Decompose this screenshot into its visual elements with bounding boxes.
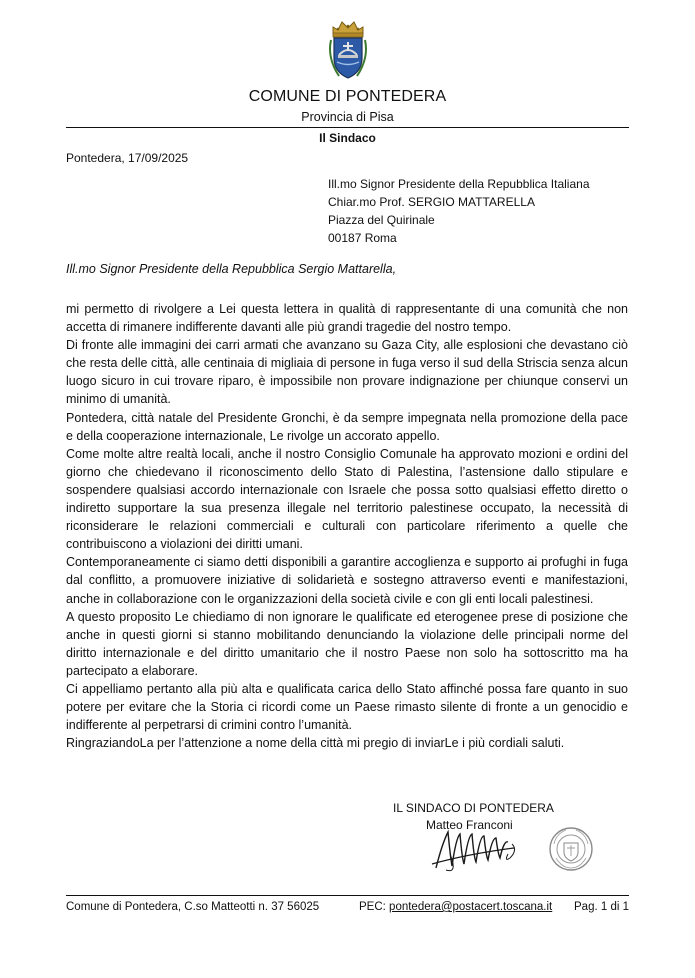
place-date: Pontedera, 17/09/2025 [66,151,189,165]
body-paragraph: A questo proposito Le chiediamo di non ignorare le qualificate ed eterogenee prese di posizione che anche in questi giorni si stanno mobilitando denunciando la violazione delle principali norme del diritto internazionale e del diritto umanitario che il nostro Paese non solo ha sottoscritto ma ha partecipato a elaborare. [66,609,628,678]
body-paragraph: Ci appelliamo pertanto alla più alta e qualificata carica dello Stato affinché possa fare quanto in suo potere per evitare che la Storia ci ricordi come un Paese rimasto silente di fronte a un genocidio e indifferente al perpetrarsi di crimini contro l’umanità. [66,681,628,733]
recipient-line: 00187 Roma [328,231,397,245]
office-label: Il Sindaco [319,131,376,145]
body-paragraph: RingraziandoLa per l’attenzione a nome della città mi pregio di inviarLe i più cordiali saluti. [66,736,565,751]
body-paragraph: Di fronte alle immagini dei carri armati che avanzano su Gaza City, alle esplosioni che devastano ciò che resta delle città, alle centinaia di migliaia di persone in fuga verso il sud della Striscia senza alcun luogo sicuro in cui trovare riparo, è impossibile non provare indignazione per chiunque conservi un minimo di umanità. [66,338,628,407]
letter-body [66,300,628,752]
header-divider [66,127,629,128]
recipient-line: Piazza del Quirinale [328,213,435,227]
recipient-address [328,175,590,247]
province-label: Provincia di Pisa [301,110,394,124]
signatory-title: IL SINDACO DI PONTEDERA [393,801,554,815]
recipient-line: Chiar.mo Prof. SERGIO MATTARELLA [328,195,535,209]
coat-of-arms-icon [325,18,371,80]
body-paragraph: Come molte altre realtà locali, anche il nostro Consiglio Comunale ha approvato mozioni e ordini del giorno che chiedevano il riconoscimento dello Stato di Palestina, l’astensione dallo stipulare e sospendere qualsiasi accordo internazionale con Israele che possa sotto qualsiasi effetto diretto o indiretto supportare la sua presenza illegale nel territorio palestinese occupato, la necessità di riconsiderare le relazioni commerciali e culturali con particolare riferimento a quelle che contribuiscono a violazioni dei diritti umani. [66,446,628,552]
recipient-line: Ill.mo Signor Presidente della Repubblica Italiana [328,177,590,191]
org-name: COMUNE DI PONTEDERA [248,88,447,105]
salutation: Ill.mo Signor Presidente della Repubblica Sergio Mattarella, [66,262,397,276]
footer-pec [359,901,552,913]
official-stamp-icon [548,826,594,872]
signatory-name: Matteo Franconi [426,818,513,832]
body-paragraph: Pontedera, città natale del Presidente Gronchi, è da sempre impegnata nella promozione della pace e della cooperazione internazionale, Le rivolge un accorato appello. [66,410,628,443]
footer-divider [66,895,629,896]
pec-label: PEC: [359,901,390,913]
body-paragraph: Contemporaneamente ci siamo detti disponibili a garantire accoglienza e supporto ai profughi in fuga dal conflitto, a promuovere iniziative di solidarietà e sostegno attraverso eventi e manifestazioni, anche in collaborazione con le organizzazioni della società civile e con gli enti locali palestinesi. [66,555,628,606]
body-paragraph: mi permetto di rivolgere a Lei questa lettera in qualità di rappresentante di una comunità che non accetta di rimanere indifferente davanti alle più grandi tragedie del nostro tempo. [66,302,628,335]
pec-email-link[interactable]: pontedera@postacert.toscana.it [389,901,553,913]
footer-address: Comune di Pontedera, C.so Matteotti n. 37 56025 [66,901,320,913]
signature-icon [428,824,524,876]
page-number: Pag. 1 di 1 [574,901,629,913]
